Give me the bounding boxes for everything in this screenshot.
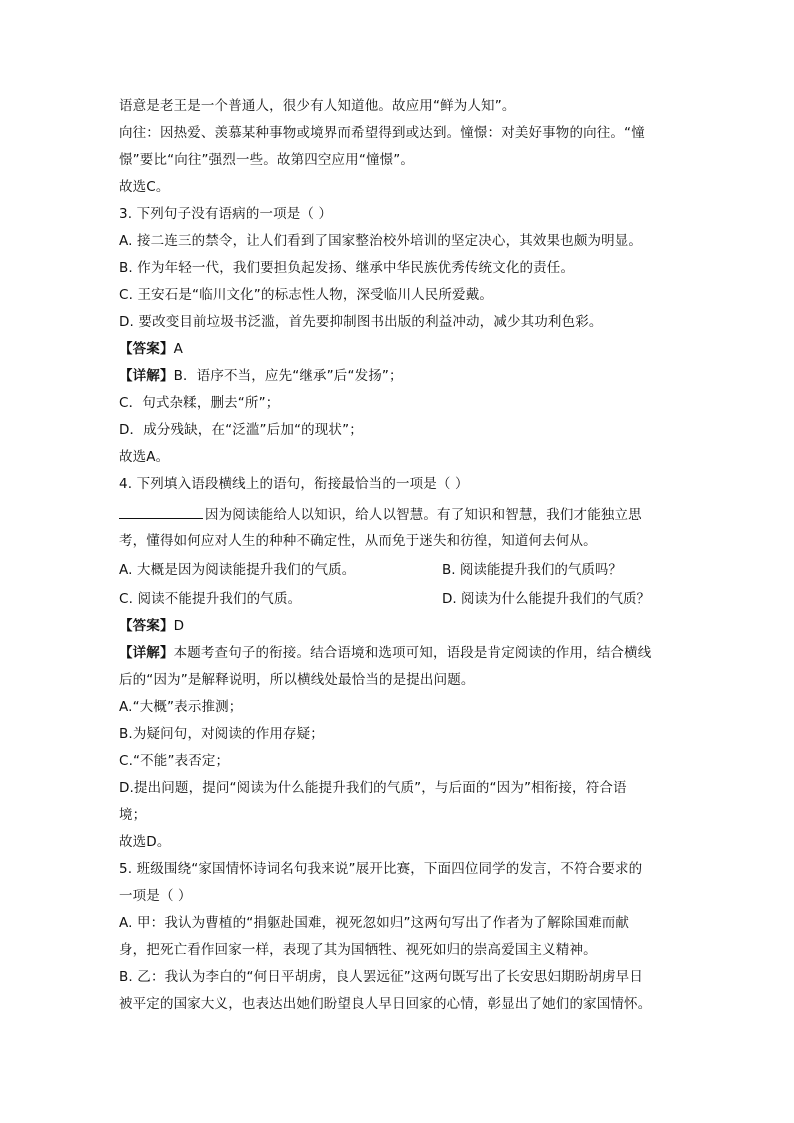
text-line: A.“大概”表示推测； <box>119 699 243 715</box>
text-line: 向往：因热爱、羡慕某种事物或境界而希望得到或达到。憧憬：对美好事物的向往。“憧 <box>119 125 645 141</box>
text-line: B.为疑问句，对阅读的作用存疑； <box>119 726 324 742</box>
explanation-line <box>119 643 689 663</box>
answer-line <box>119 616 689 636</box>
text-line: 境； <box>119 807 147 823</box>
text-line: 后的“因为”是解释说明，所以横线处最恰当的是提出问题。 <box>119 672 475 688</box>
text-line: 一项是（ ） <box>119 888 192 904</box>
explanation-line <box>119 366 689 386</box>
answer-line <box>119 339 689 359</box>
question-3: 3. 下列句子没有语病的一项是（ ） <box>119 206 333 222</box>
option-d: D. 要改变目前垃圾书泛滥，首先要抑制图书出版的利益冲动，减少其功利色彩。 <box>119 314 603 330</box>
explanation-text: B．语序不当，应先“继承”后“发扬”； <box>173 368 403 384</box>
option-a: A. 接二连三的禁令，让人们看到了国家整治校外培训的坚定决心，其效果也颇为明显。 <box>119 233 643 249</box>
answer-value: D <box>173 618 185 634</box>
option-b: B. 作为年轻一代，我们要担负起发扬、继承中华民族优秀传统文化的责任。 <box>119 260 575 276</box>
text-line: C．句式杂糅，删去“所”； <box>119 395 280 411</box>
option-d: D. 阅读为什么能提升我们的气质？ <box>442 591 650 607</box>
text-line: 被平定的国家大义，也表达出她们盼望良人早日回家的心情，彰显出了她们的家国情怀。 <box>119 996 652 1012</box>
answer-tag: 【答案】 <box>119 341 174 357</box>
option-c: C. 阅读不能提升我们的气质。 <box>119 591 302 607</box>
question-5: 5. 班级围绕“家国情怀诗词名句我来说”展开比赛，下面四位同学的发言，不符合要求的 <box>119 861 643 877</box>
option-a: A. 大概是因为阅读能提升我们的气质。 <box>119 562 356 578</box>
fill-blank <box>119 504 203 519</box>
text-line: 身，把死亡看作回家一样，表现了其为国牺牲、视死如归的崇高爱国主义精神。 <box>119 942 597 958</box>
passage-line: 考，懂得如何应对人生的种种不确定性，从而免于迷失和彷徨，知道何去何从。 <box>119 533 597 549</box>
text-line: 憬”要比“向往”强烈一些。故第四空应用“憧憬”。 <box>119 152 415 168</box>
option-c: C. 王安石是“临川文化”的标志性人物，深受临川人民所爱戴。 <box>119 287 493 303</box>
text-line: D.提出问题，提问“阅读为什么能提升我们的气质”，与后面的“因为”相衔接，符合语 <box>119 780 627 796</box>
explanation-text: 本题考查句子的衔接。结合语境和选项可知，语段是肯定阅读的作用，结合横线 <box>173 645 652 661</box>
answer-tag: 【答案】 <box>119 618 174 634</box>
text-line: 故选C。 <box>119 179 170 195</box>
text-line: 语意是老王是一个普通人，很少有人知道他。故应用“鲜为人知”。 <box>119 98 516 114</box>
text-line: C.“不能”表否定； <box>119 753 230 769</box>
explanation-tag: 【详解】 <box>119 368 174 384</box>
option-a: A. 甲：我认为曹植的“捐躯赴国难，视死忽如归”这两句写出了作者为了解除国难而献 <box>119 915 630 931</box>
passage-text: 因为阅读能给人以知识，给人以智慧。有了知识和智慧，我们才能独立思 <box>205 507 642 523</box>
explanation-tag: 【详解】 <box>119 645 174 661</box>
option-b: B. 阅读能提升我们的气质吗？ <box>442 562 622 578</box>
text-line: 故选A。 <box>119 449 170 465</box>
option-b: B. 乙：我认为李白的“何日平胡虏，良人罢远征”这两句既写出了长安思妇期盼胡虏早日 <box>119 969 643 985</box>
text-line: D．成分残缺，在“泛滥”后加“的现状”； <box>119 422 363 438</box>
text-line: 故选D。 <box>119 834 171 850</box>
passage-line <box>119 504 689 524</box>
question-4: 4. 下列填入语段横线上的语句，衔接最恰当的一项是（ ） <box>119 476 469 492</box>
answer-value: A <box>173 341 183 357</box>
